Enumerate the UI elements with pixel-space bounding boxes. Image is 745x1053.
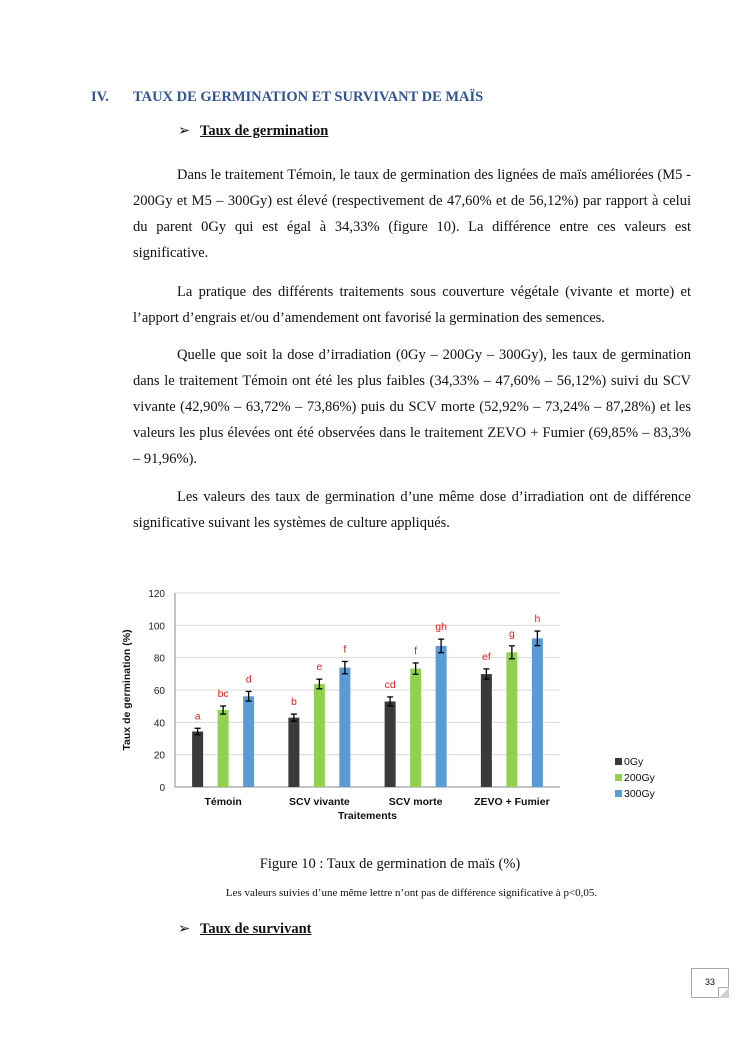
bar	[192, 731, 203, 787]
significance-letter: h	[534, 613, 541, 626]
legend-label: 0Gy	[624, 756, 644, 768]
paragraph-2: La pratique des différents traitements sous couverture végétale (vivante et morte) et l’apport d’engrais et/ou d’amendement ont favorisé la germination des semences.	[133, 284, 691, 326]
bar	[218, 710, 229, 787]
x-axis-title: Traitements	[338, 810, 397, 822]
subheading-survivant-text: Taux de survivant	[200, 921, 312, 937]
bar	[410, 669, 421, 787]
y-tick-label: 40	[153, 718, 165, 730]
bar	[481, 674, 492, 787]
significance-letter: bc	[217, 688, 229, 701]
bar	[436, 646, 447, 787]
arrow-bullet-icon: ➢	[178, 123, 191, 139]
bar	[243, 696, 254, 787]
significance-letter: f	[343, 643, 347, 656]
paragraph-1: Dans le traitement Témoin, le taux de germination des lignées de maïs améliorées (M5 - 200Gy et M5 – 300Gy) est élevé (respectivement de 47,60% et de 56,12%) par rapport à celui du parent 0Gy qui est égal à 34,33% (figure 10). La différence entre ces valeurs est significative.	[133, 167, 691, 261]
y-tick-label: 100	[148, 621, 165, 633]
subheading-survivant	[178, 921, 311, 938]
x-tick-label: SCV morte	[388, 796, 443, 808]
y-tick-label: 80	[153, 653, 165, 665]
legend-label: 200Gy	[624, 772, 655, 784]
legend-swatch	[615, 758, 622, 765]
bar	[506, 652, 517, 787]
bar	[288, 718, 299, 787]
section-number: IV.	[91, 89, 109, 105]
significance-letter: d	[245, 673, 252, 686]
significance-letter: g	[508, 627, 515, 640]
paragraph-4: Les valeurs des taux de germination d’une même dose d’irradiation ont de différence significative suivant les systèmes de culture appliqués.	[133, 489, 691, 531]
significance-letter: ef	[481, 650, 491, 663]
significance-letter: gh	[435, 621, 447, 634]
bar	[385, 701, 396, 787]
section-title: TAUX DE GERMINATION ET SURVIVANT DE MAÏS	[133, 89, 484, 105]
germination-chart	[110, 580, 670, 830]
arrow-bullet-icon: ➢	[178, 921, 191, 937]
legend-label: 300Gy	[624, 788, 655, 800]
x-tick-label: Témoin	[204, 796, 242, 808]
page-fold-icon	[718, 987, 729, 998]
bar	[314, 684, 325, 787]
legend-swatch	[615, 790, 622, 797]
subheading-germination	[178, 123, 328, 140]
figure-caption: Figure 10 : Taux de germination de maïs (%)	[259, 856, 521, 872]
significance-letter: b	[290, 696, 297, 709]
legend-swatch	[615, 774, 622, 781]
significance-letter: a	[194, 710, 201, 723]
paragraph-3: Quelle que soit la dose d’irradiation (0Gy – 200Gy – 300Gy), les taux de germination dans le traitement Témoin ont été les plus faibles (34,33% – 47,60% – 56,12%) suivi du SCV vivante (42,90% – 63,72% – 73,86%) puis du SCV morte (52,92% – 73,24% – 87,28%) et les valeurs les plus élevées ont été observées dans le traitement ZEVO + Fumier (69,85% – 83,3% – 91,96%).	[133, 347, 691, 467]
page-number	[691, 968, 729, 998]
page-number-text: 33	[704, 977, 715, 987]
subheading-germination-text: Taux de germination	[200, 123, 329, 139]
section-heading	[91, 89, 483, 106]
x-tick-label: ZEVO + Fumier	[474, 796, 550, 808]
x-tick-label: SCV vivante	[289, 796, 350, 808]
y-tick-label: 0	[159, 783, 165, 794]
significance-letter: cd	[384, 678, 396, 691]
bar	[532, 638, 543, 787]
figure-note: Les valeurs suivies d’une même lettre n’ont pas de différence significative à p<0,05.	[225, 887, 598, 899]
y-axis-title: Taux de germination (%)	[121, 629, 133, 751]
y-tick-label: 20	[153, 750, 165, 762]
y-tick-label: 60	[153, 686, 165, 697]
significance-letter: f	[414, 644, 418, 657]
significance-letter: e	[316, 661, 323, 674]
y-tick-label: 120	[148, 589, 165, 600]
bar	[339, 668, 350, 787]
